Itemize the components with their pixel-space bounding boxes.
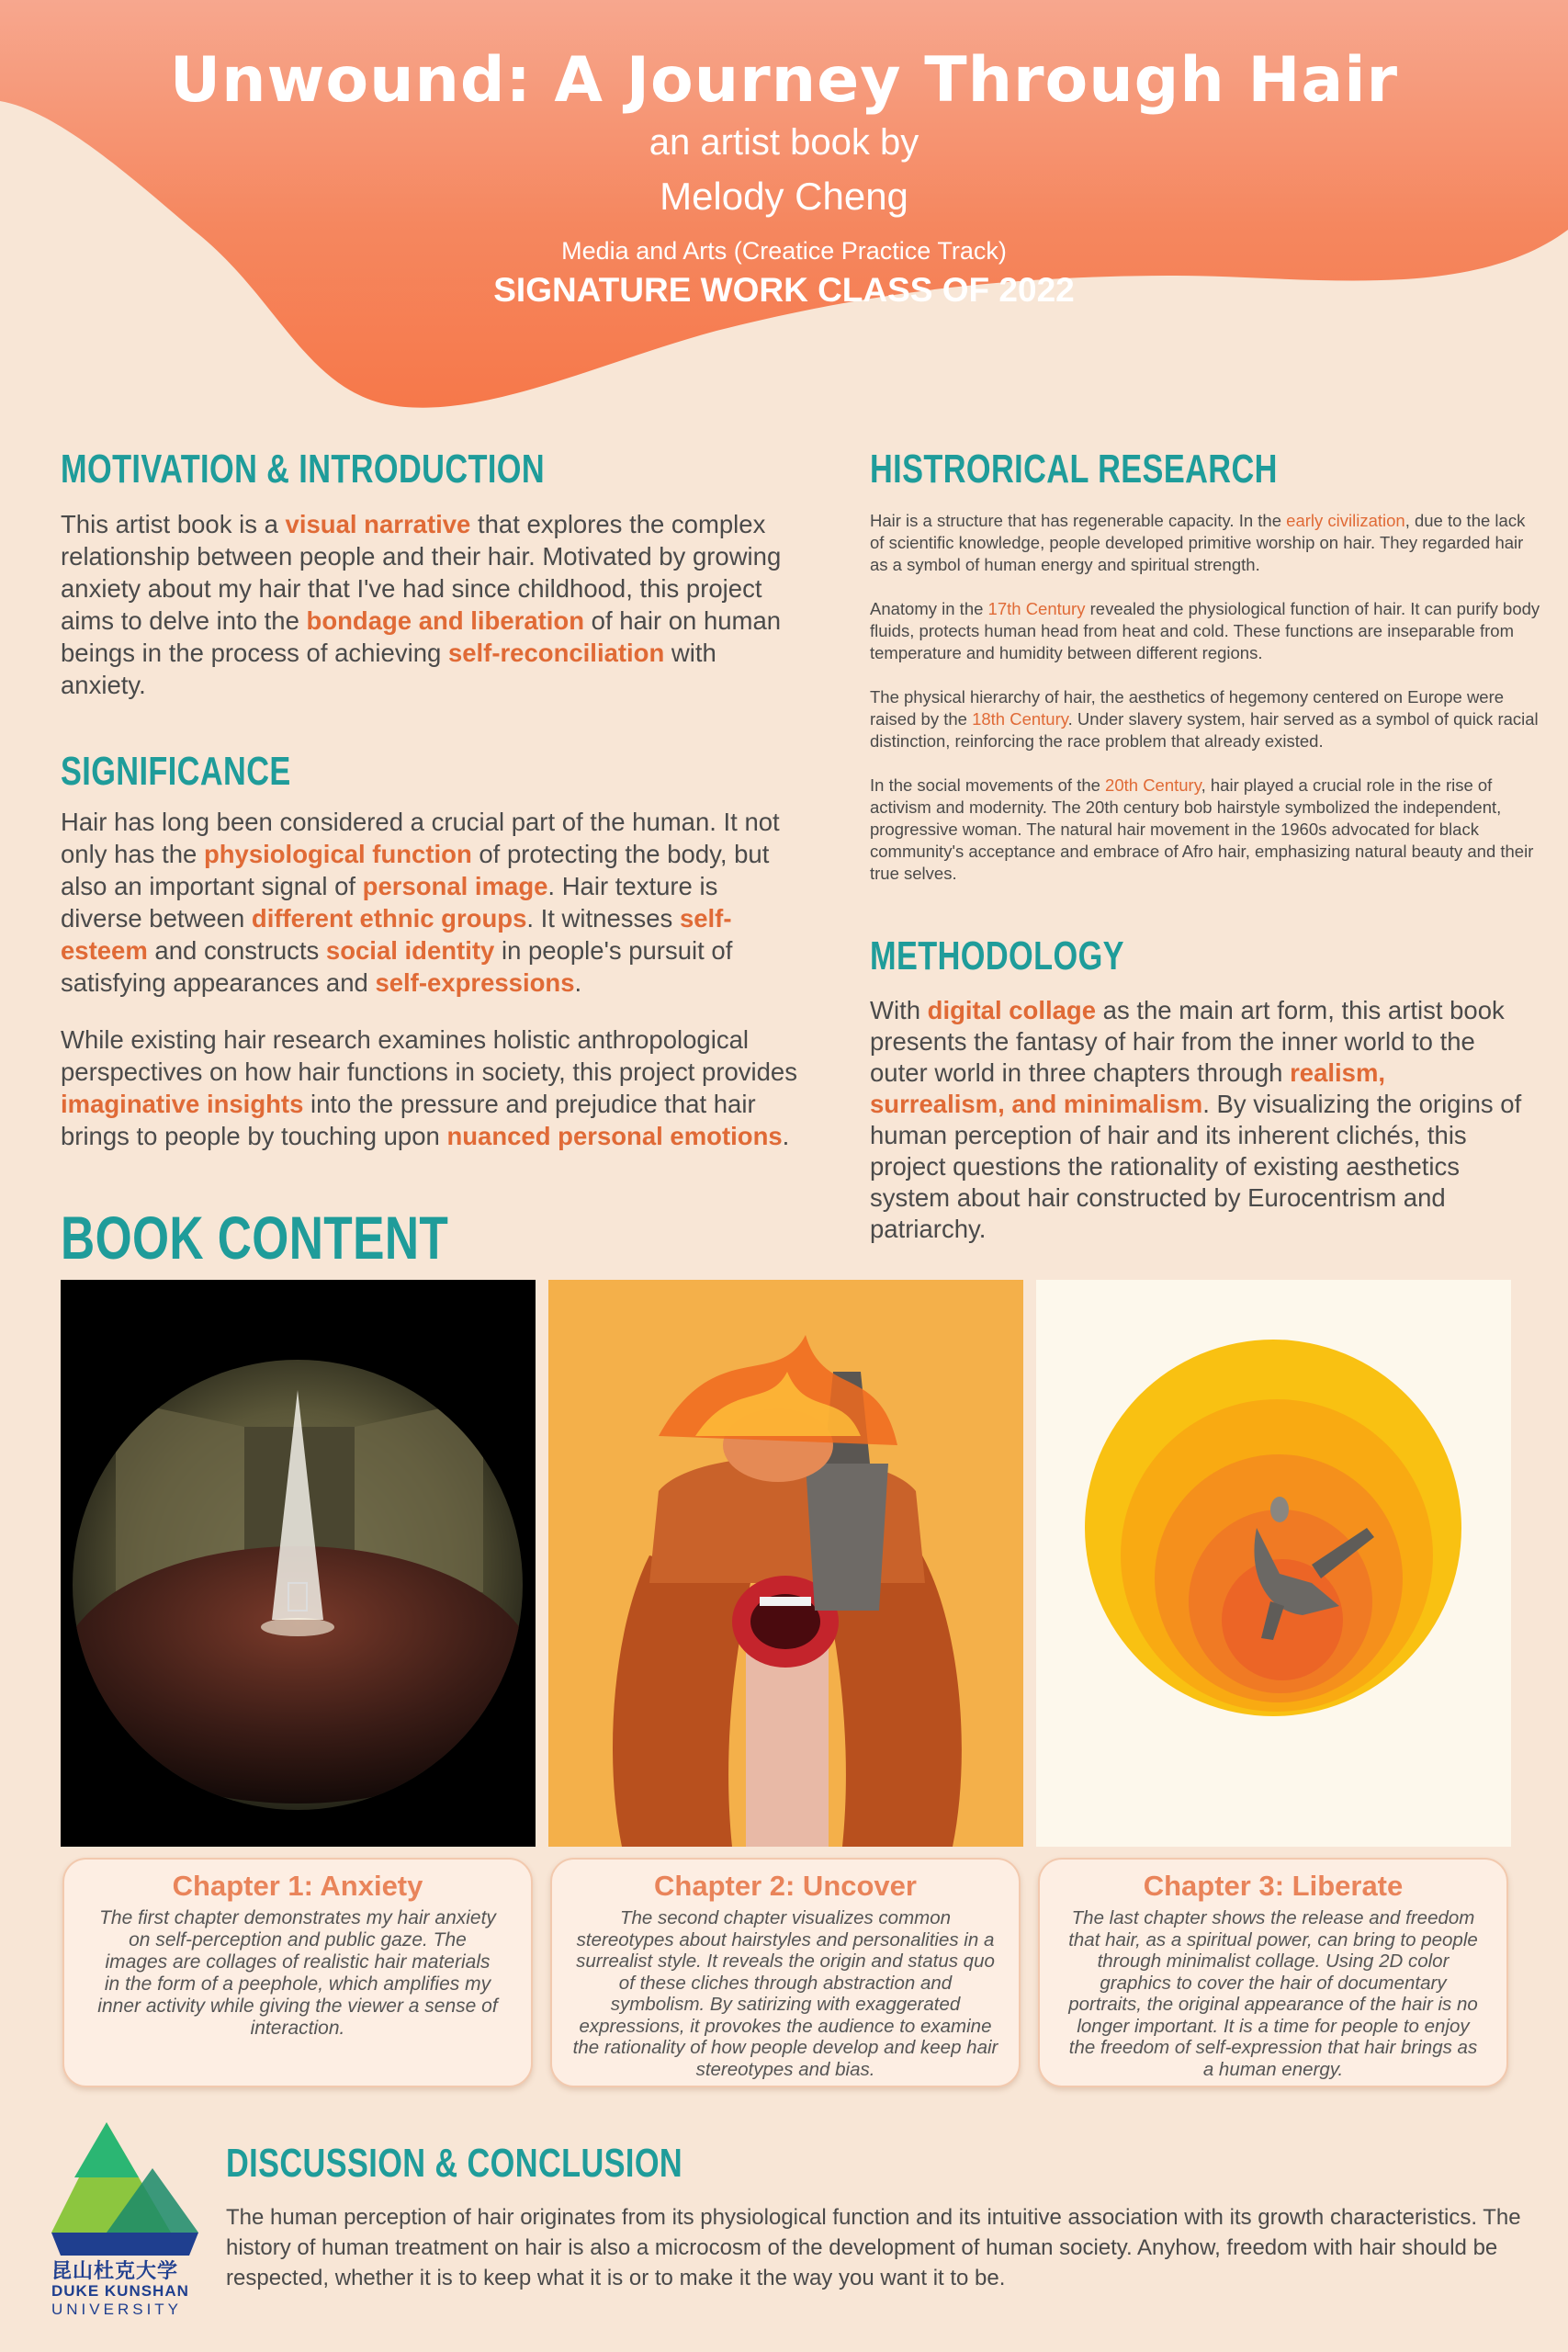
program-name: Media and Arts (Creatice Practice Track): [561, 237, 1007, 265]
logo-name-line1: DUKE KUNSHAN: [51, 2282, 189, 2300]
chapter-1-title: Chapter 1: Anxiety: [172, 1870, 423, 1902]
historical-paragraph: Anatomy in the 17th Century revealed the physiological function of hair. It can purify body fluids, protects human head from heat and cold. These functions are inseparable from temperature and humidity between different regions.: [870, 599, 1540, 662]
chapter-1-card: [62, 1858, 533, 2087]
significance-text-1: Hair has long been considered a crucial part of the human. It not only has the physiological function of protecting the body, but also an important signal of personal image. Hair texture is diverse between different ethnic groups. It witnesses self-esteem and constructs social identity in people's pursuit of satisfying appearances and self-expressions.: [61, 808, 780, 997]
author-name: Melody Cheng: [660, 175, 908, 218]
significance-text-2: While existing hair research examines holistic anthropological perspectives on how hair functions in society, this project provides imaginative insights into the pressure and prejudice that hair brings to people by touching upon nuanced personal emotions.: [61, 1025, 797, 1150]
historical-text: [870, 510, 1540, 907]
historical-heading: HISTRORICAL RESEARCH: [870, 447, 1278, 492]
chapter-2-title: Chapter 2: Uncover: [654, 1870, 917, 1902]
book-content-heading: BOOK CONTENT: [61, 1204, 449, 1272]
poster-title: Unwound: A Journey Through Hair: [169, 44, 1399, 117]
motivation-text: This artist book is a visual narrative that explores the complex relationship between people and their hair. Motivated by growing anxiety about my hair that I've had since childhood, this project aims to delve into the bondage and liberation of hair on human beings in the process of achieving self-reconciliation with anxiety.: [61, 510, 782, 699]
significance-heading: SIGNIFICANCE: [61, 749, 291, 794]
chapter-3-text: The last chapter shows the release and freedom that hair, as a spiritual power, can bring to people through minimalist collage. Using 2D color graphics to cover the hair of documentary portraits, the original appearance of the hair is no longer important. It is a time for people to enjoy the freedom of self-expression that hair brings as a human energy.: [1068, 1907, 1478, 2080]
historical-paragraph: Hair is a structure that has regenerable capacity. In the early civilization, due to the lack of scientific knowledge, people developed primitive worship on hair. They regarded hair as a symbol of human energy and spiritual strength.: [870, 511, 1526, 574]
motivation-heading: MOTIVATION & INTRODUCTION: [61, 447, 546, 492]
historical-paragraph: The physical hierarchy of hair, the aesthetics of hegemony centered on Europe were raised by the 18th Century. Under slavery system, hair served as a symbol of quick racial distinction, reinforcing the race problem that already existed.: [870, 687, 1539, 751]
chapter-2-text: The second chapter visualizes common stereotypes about hairstyles and personalities in a surrealist style. It reveals the origin and status quo of these cliches through abstraction and symbolism. By satirizing with exaggerated expressions, it provokes the audience to examine the rationality of how people develop and keep hair stereotypes and bias.: [572, 1907, 998, 2080]
chapter-3-title: Chapter 3: Liberate: [1143, 1870, 1404, 1902]
discussion-text: The human perception of hair originates from its physiological function and its intuitive association with its growth characteristics. The history of human treatment on hair is also a microcosm of the development of human society. Anyhow, freedom with hair should be respected, whether it is to keep what it is or to make it the way you want it to be.: [226, 2205, 1521, 2290]
methodology-heading: METHODOLOGY: [870, 933, 1124, 978]
chapter-1-text: The first chapter demonstrates my hair anxiety on self-perception and public gaze. The images are collages of realistic hair materials in the form of a peephole, which amplifies my inner activity while giving the viewer a sense of interaction.: [97, 1907, 498, 2039]
chapter-3-image: [1036, 1280, 1511, 1847]
poster-subtitle: an artist book by: [649, 122, 919, 163]
class-line: SIGNATURE WORK CLASS OF 2022: [493, 271, 1075, 309]
chapter-2-image: [548, 1280, 1023, 1847]
chapter-2-card: [550, 1858, 1021, 2087]
discussion-heading: DISCUSSION & CONCLUSION: [226, 2141, 683, 2186]
logo-name-line2: UNIVERSITY: [51, 2301, 183, 2318]
chapter-1-image: [61, 1280, 536, 1847]
chapter-3-card: [1038, 1858, 1508, 2087]
historical-paragraph: In the social movements of the 20th Century, hair played a crucial role in the rise of activism and modernity. The 20th century bob hairstyle symbolized the independent, progressive woman. The natural hair movement in the 1960s advocated for black community's acceptance and embrace of Afro hair, emphasizing natural beauty and their true selves.: [870, 775, 1534, 883]
logo-chinese-name: 昆山杜克大学: [51, 2260, 179, 2283]
methodology-text: With digital collage as the main art form, this artist book presents the fantasy of hair from the inner world to the outer world in three chapters through realism, surrealism, and minimalism. By visualizing the origins of human perception of hair and its inherent clichés, this project questions the rationality of existing aesthetics system about hair constructed by Eurocentrism and patriarchy.: [870, 996, 1522, 1243]
